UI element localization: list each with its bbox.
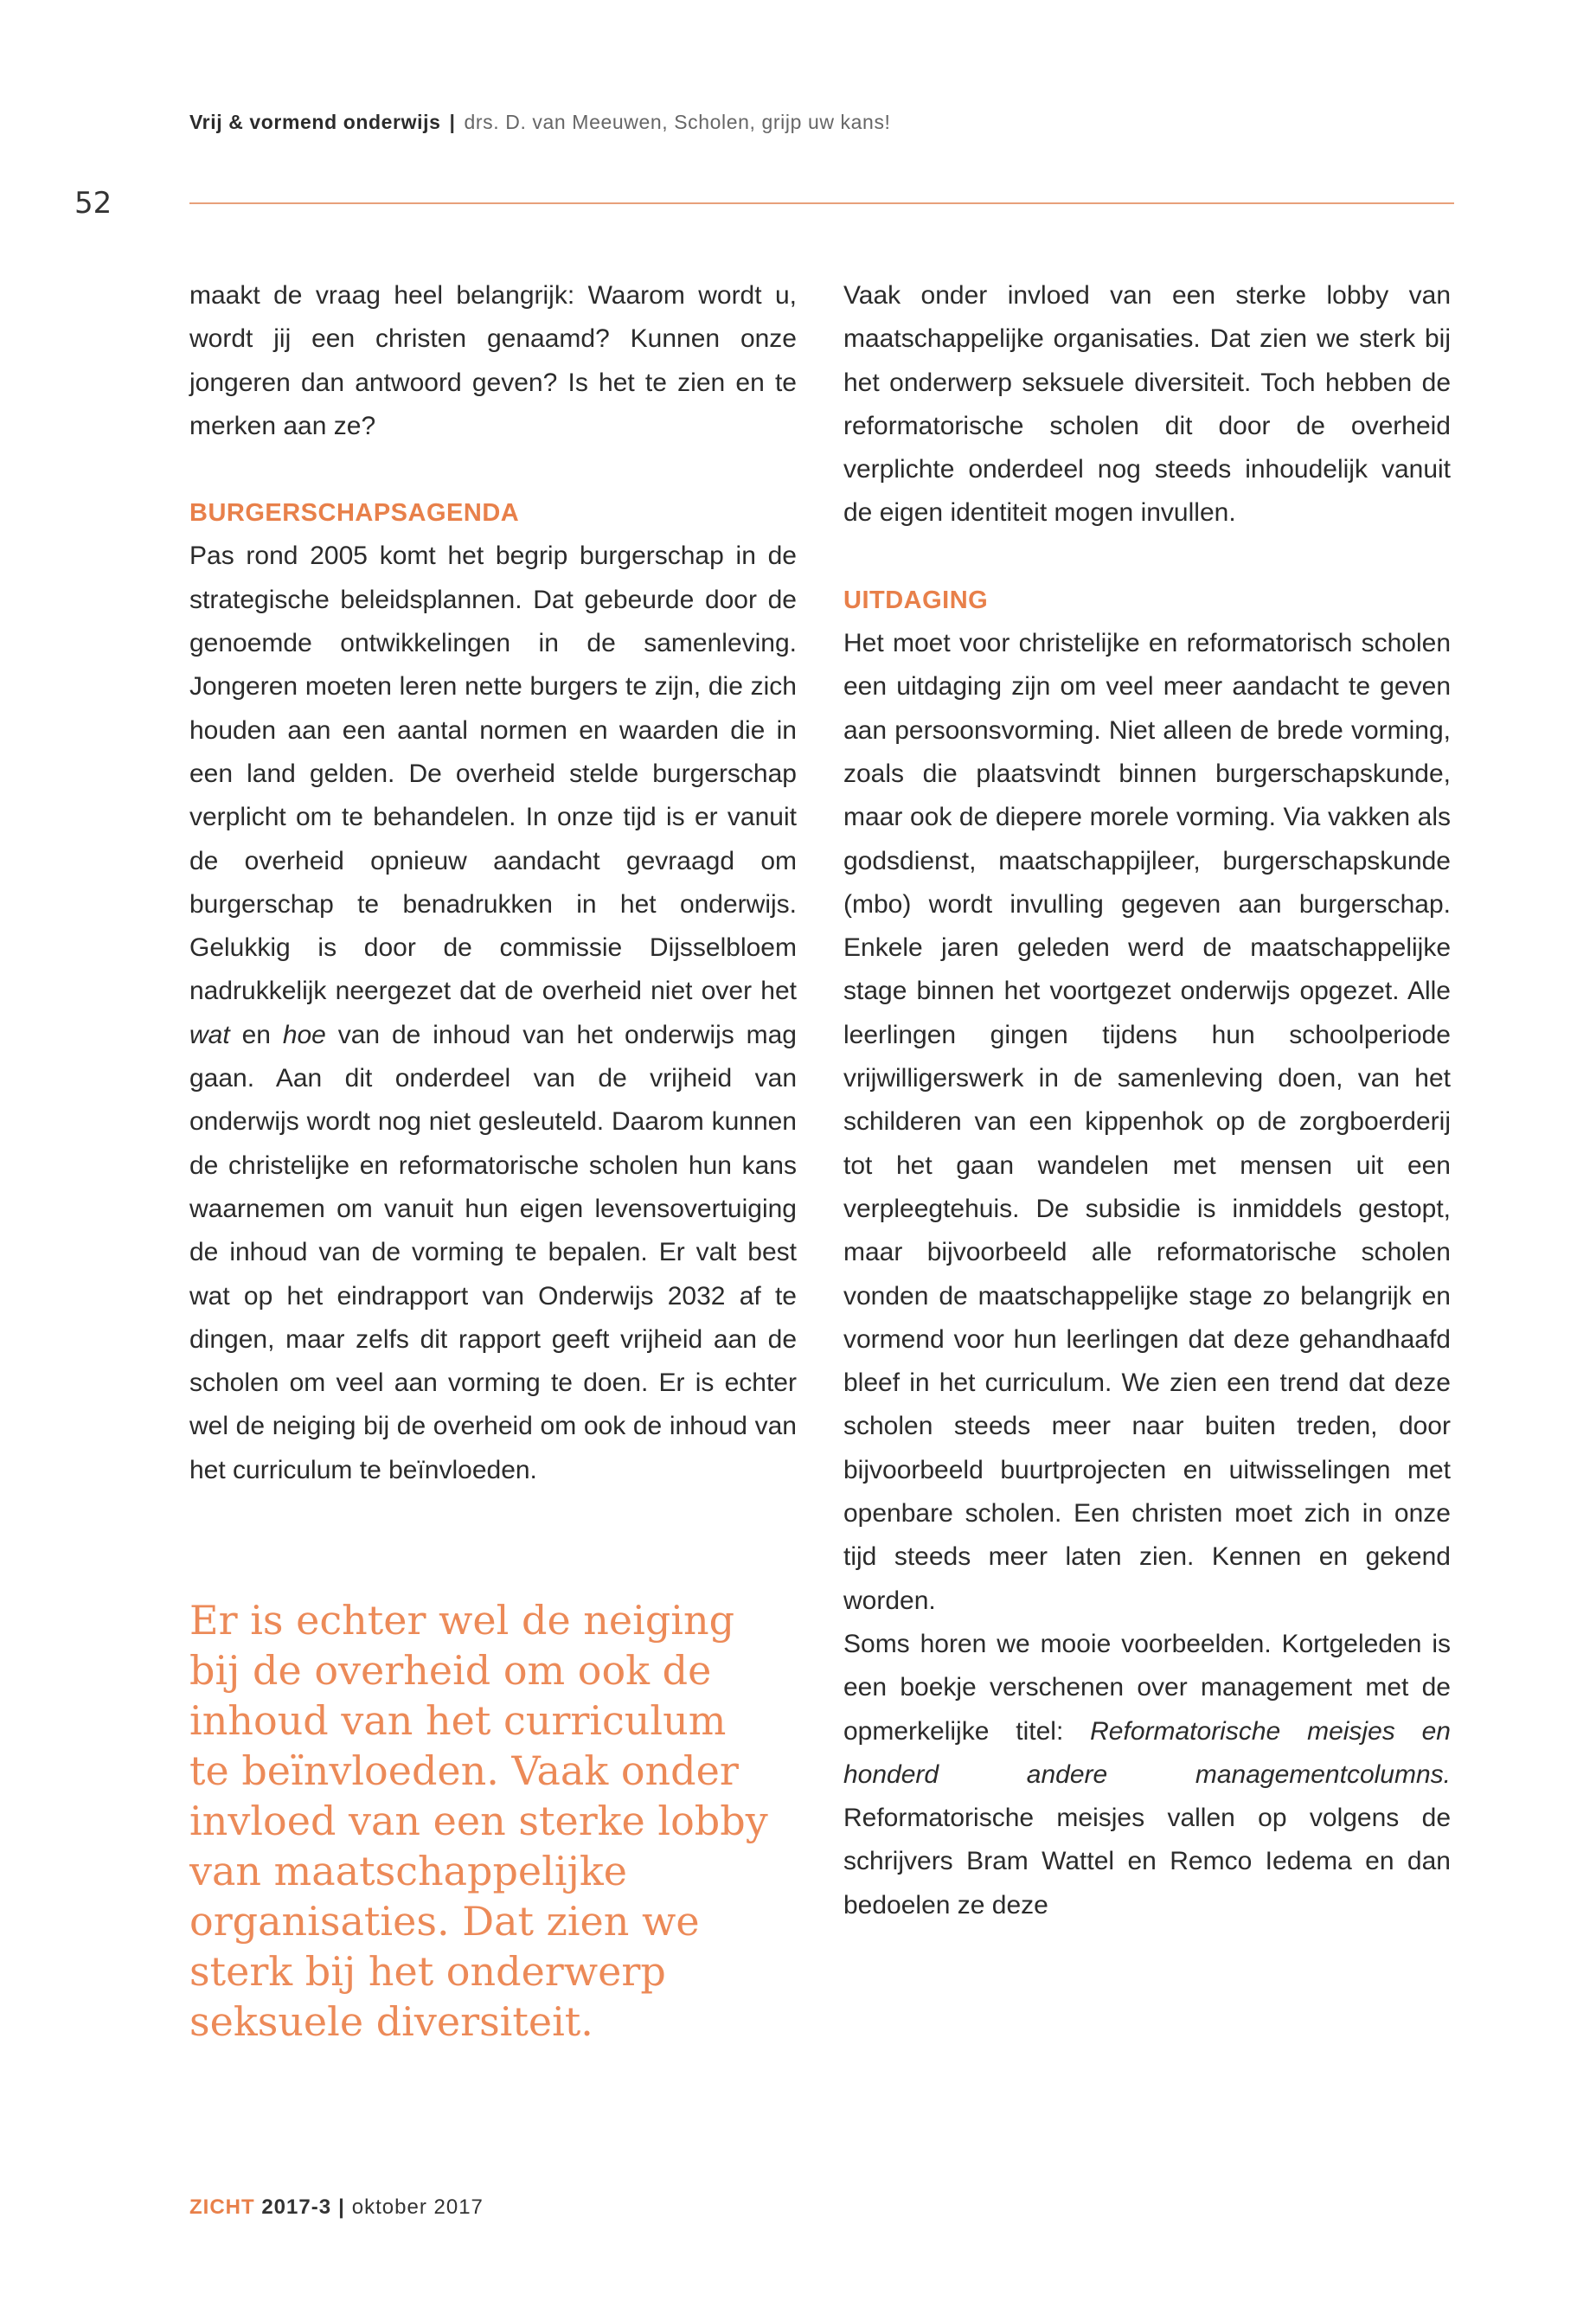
uitdaging-paragraph: Het moet voor christelijke en reformatorisch scholen een uitdaging zijn om veel meer aandacht te geven aan persoonsvorming. Niet alleen de brede vorming, zoals die plaatsvindt binnen burgerschapskunde, maar ook de diepere morele vorming. Via vakken als godsdienst, maatschappijleer, burgerschapskunde (mbo) wordt invulling gegeven aan burgerschap. Enkele jaren geleden werd de maatschappelijke stage binnen het voortgezet onderwijs opgezet. Alle leerlingen gingen tijdens hun schoolperiode vrijwilligerswerk in de samenleving doen, van het schilderen van een kippenhok op de zorgboerderij tot het gaan wandelen met mensen uit een verpleegtehuis. De subsidie is inmiddels gestopt, maar bijvoorbeeld alle reformatorische scholen vonden de maatschappelijke stage zo belangrijk en vormend voor hun leerlingen dat deze gehandhaafd bleef in het curriculum. We zien een trend dat deze scholen steeds meer naar buiten treden, door bijvoorbeeld buurtprojecten en uitwisselingen met openbare scholen. Een christen moet zich in onze tijd steeds meer laten zien. Kennen en gekend worden. <box>843 629 1451 1615</box>
italic-hoe: hoe <box>282 1020 326 1049</box>
burgerschap-text-2: van de inhoud van het onderwijs mag gaan. Aan dit onderdeel van de vrijheid van onderwijs wordt nog niet gesleuteld. Daarom kunnen de christelijke en reformatorische scholen hun kans waarnemen om vanuit hun eigen levensovertuiging de inhoud van de vorming te bepalen. Er valt best wat op het eindrapport van Onderwijs 2032 af te dingen, maar zelfs dit rapport geeft vrijheid aan de scholen om veel aan vorming te doen. Er is echter wel de neiging bij de overheid om ook de inhoud van het curriculum te beïnvloeden. <box>189 1020 797 1484</box>
footer-magazine: ZICHT <box>189 2195 255 2219</box>
voorbeelden-text-end: Reformatorische meisjes vallen op volgens de schrijvers Bram Wattel en Remco Iedema en dan bedoelen ze deze <box>843 1804 1451 1920</box>
italic-wat: wat <box>189 1020 230 1049</box>
header-subtitle: drs. D. van Meeuwen, Scholen, grijp uw kans! <box>464 111 891 133</box>
section-heading-burgerschapsagenda: BURGERSCHAPSAGENDA <box>189 499 520 528</box>
pull-quote: Er is echter wel de neiging bij de overheid om ook de inhoud van het curriculum te beïnvloeden. Vaak onder invloed van een sterke lobby van maatschappelijke organisaties. Dat zien we sterk bij het onderwerp seksuele diversiteit. <box>189 1597 768 2045</box>
burgerschap-text-1: Pas rond 2005 komt het begrip burgerschap in de strategische beleidsplannen. Dat gebeurde door de genoemde ontwikkelingen in de samenleving. Jongeren moeten leren nette burgers te zijn, die zich houden aan een aantal normen en waarden die in een land gelden. De overheid stelde burgerschap verplicht om te behandelen. In onze tijd is er vanuit de overheid opnieuw aandacht gevraagd om burgerschap te benadrukken in het onderwijs. Gelukkig is door de commissie Dijsselbloem nadrukkelijk neergezet dat de overheid niet over het <box>189 542 797 1006</box>
header-section-title: Vrij & vormend onderwijs <box>189 111 441 133</box>
right-intro-paragraph: Vaak onder invloed van een sterke lobby van maatschappelijke organisaties. Dat zien we sterk bij het onderwerp seksuele diversiteit. Toch hebben de reformatorische scholen dit door de overheid verplichte onderdeel nog steeds inhoudelijk vanuit de eigen identiteit mogen invullen. <box>843 281 1451 528</box>
footer-date: oktober 2017 <box>351 2195 484 2219</box>
page-footer <box>189 2195 484 2220</box>
left-column <box>189 274 797 1492</box>
burgerschap-paragraph <box>189 535 797 1492</box>
running-header <box>189 111 1452 134</box>
footer-issue: 2017-3 <box>261 2195 332 2219</box>
header-separator: | <box>449 111 456 133</box>
header-divider <box>189 202 1454 204</box>
voorbeelden-paragraph <box>843 1623 1451 1927</box>
page-number: 52 <box>74 186 112 221</box>
burgerschap-text-and: en <box>229 1020 283 1049</box>
book-title: Reformatorische meisjes en honderd andere managementcolumns. <box>843 1716 1451 1789</box>
voorbeelden-text-start: Soms horen we mooie voorbeelden. Kortgeleden is een boekje verschenen over management met de opmerkelijke titel: <box>843 1629 1451 1746</box>
left-intro-paragraph: maakt de vraag heel belangrijk: Waarom wordt u, wordt jij een christen genaamd? Kunnen onze jongeren dan antwoord geven? Is het te zien en te merken aan ze? <box>189 281 797 440</box>
footer-separator: | <box>338 2195 345 2219</box>
section-heading-uitdaging: UITDAGING <box>843 586 989 614</box>
right-column <box>843 274 1451 1927</box>
